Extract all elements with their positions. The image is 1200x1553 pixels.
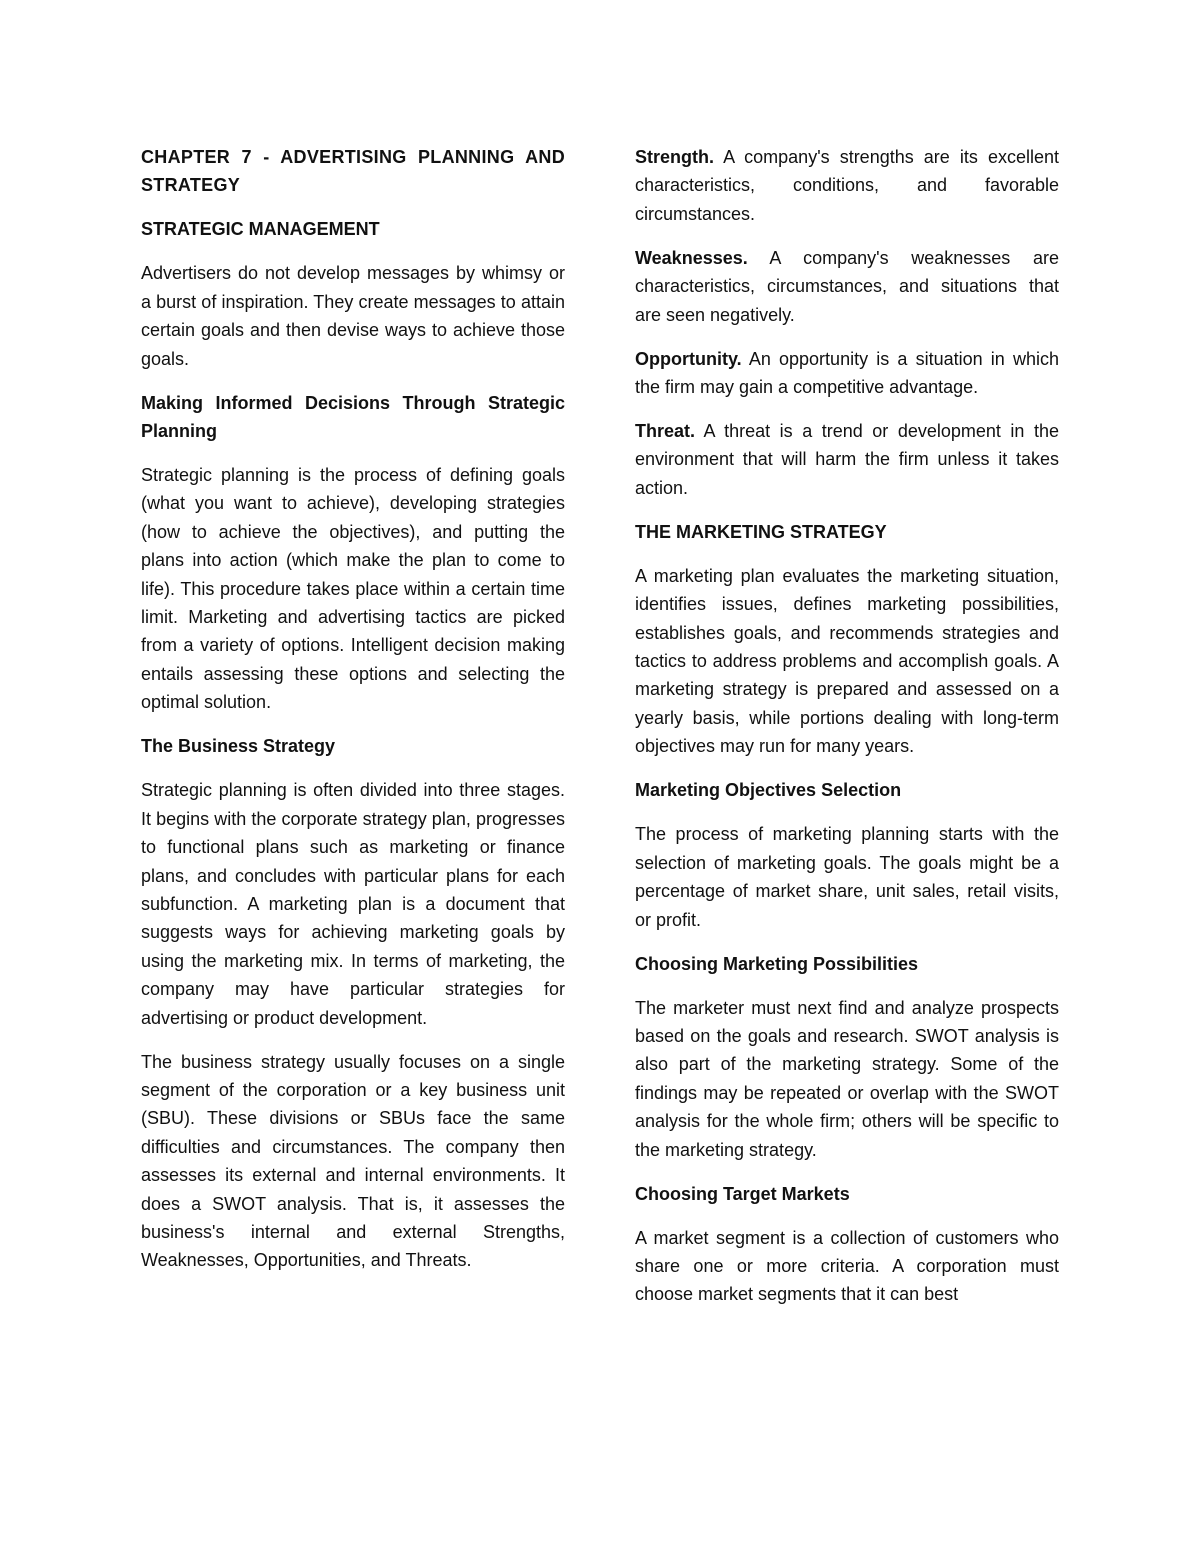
chapter-title: CHAPTER 7 - ADVERTISING PLANNING AND STRATEGY	[141, 147, 565, 196]
swot-weaknesses-paragraph	[635, 244, 1059, 329]
swot-strength-paragraph	[635, 143, 1059, 228]
possibilities-heading: Choosing Marketing Possibilities	[635, 953, 919, 974]
swot-weaknesses-definition: A company's weaknesses are characteristics, circumstances, and situations that are seen negatively.	[635, 247, 1059, 325]
left-column	[141, 143, 565, 1290]
swot-threat-definition: A threat is a trend or development in the environment that will harm the firm unless it takes action.	[635, 421, 1059, 498]
swot-weaknesses-term: Weaknesses.	[635, 247, 748, 268]
sbu-paragraph: The business strategy usually focuses on a single segment of the corporation or a key business unit (SBU). These divisions or SBUs face the same difficulties and circumstances. The company then assesses its external and internal environments. It does a SWOT analysis. That is, it assesses the business's internal and external Strengths, Weaknesses, Opportunities, and Threats.	[141, 1051, 565, 1271]
right-column	[635, 143, 1059, 1324]
business-strategy-heading: The Business Strategy	[141, 736, 336, 757]
swot-opportunity-paragraph	[635, 345, 1059, 402]
swot-opportunity-term: Opportunity.	[635, 348, 742, 369]
strategic-management-heading: STRATEGIC MANAGEMENT	[141, 219, 380, 240]
informed-decisions-heading: Making Informed Decisions Through Strategic Planning	[141, 392, 565, 442]
swot-threat-paragraph	[635, 417, 1059, 502]
objectives-paragraph: The process of marketing planning starts with the selection of marketing goals. The goals might be a percentage of market share, unit sales, retail visits, or profit.	[635, 824, 1059, 930]
marketing-strategy-heading: THE MARKETING STRATEGY	[635, 521, 887, 542]
intro-paragraph: Advertisers do not develop messages by whimsy or a burst of inspiration. They create messages to attain certain goals and then devise ways to achieve those goals.	[141, 263, 565, 369]
marketing-plan-paragraph: A marketing plan evaluates the marketing situation, identifies issues, defines marketing possibilities, establishes goals, and recommends strategies and tactics to address problems and accomplish goals. A marketing strategy is prepared and assessed on a yearly basis, while portions dealing with long-term objectives may run for many years.	[635, 565, 1059, 757]
swot-strength-definition: A company's strengths are its excellent characteristics, conditions, and favorable circumstances.	[635, 147, 1059, 224]
possibilities-paragraph: The marketer must next find and analyze prospects based on the goals and research. SWOT analysis is also part of the marketing strategy. Some of the findings may be repeated or overlap with the SWOT analysis for the whole firm; others will be specific to the marketing strategy.	[635, 997, 1059, 1160]
three-stages-paragraph: Strategic planning is often divided into three stages. It begins with the corporate strategy plan, progresses to functional plans such as marketing or finance plans, and concludes with particular plans for each subfunction. A marketing plan is a document that suggests ways for achieving marketing goals by using the marketing mix. In terms of marketing, the company may have particular strategies for advertising or product development.	[141, 780, 565, 1028]
target-markets-paragraph: A market segment is a collection of customers who share one or more criteria. A corporation must choose market segments that it can best	[635, 1227, 1059, 1305]
swot-opportunity-definition: An opportunity is a situation in which the firm may gain a competitive advantage.	[635, 348, 1059, 398]
objectives-heading: Marketing Objectives Selection	[635, 780, 902, 801]
strategic-planning-paragraph: Strategic planning is the process of defining goals (what you want to achieve), developing strategies (how to achieve the objectives), and putting the plans into action (which make the plan to come to life). This procedure takes place within a certain time limit. Marketing and advertising tactics are picked from a variety of options. Intelligent decision making entails assessing these options and selecting the optimal solution.	[141, 465, 565, 713]
target-markets-heading: Choosing Target Markets	[635, 1183, 850, 1204]
swot-threat-term: Threat.	[635, 421, 696, 442]
swot-strength-term: Strength.	[635, 147, 714, 167]
